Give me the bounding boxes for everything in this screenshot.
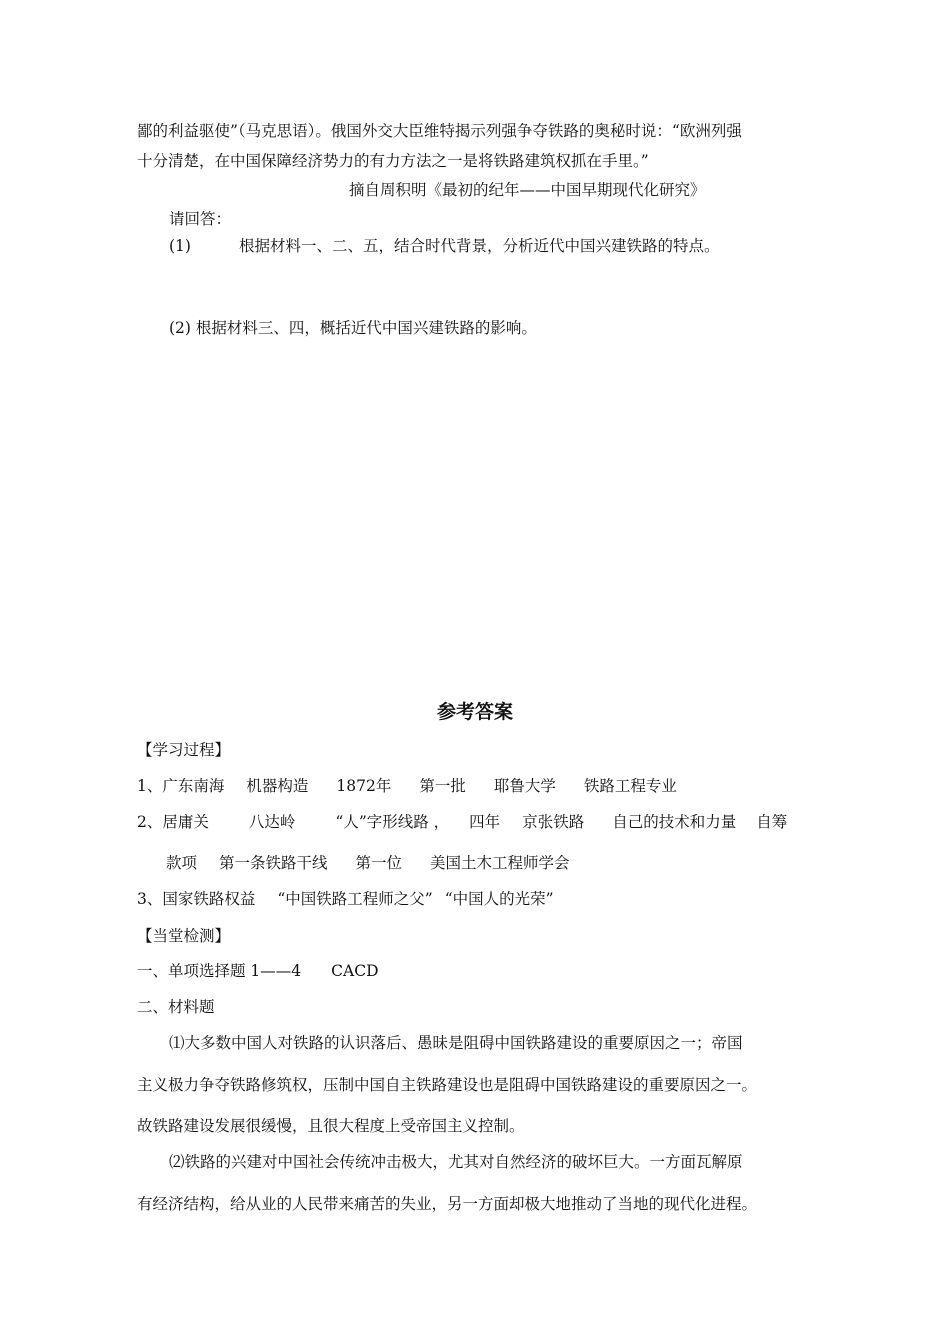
answer-key-title: 参考答案 [436, 701, 513, 723]
answer-row-1 [137, 776, 677, 796]
answer-item: 2、居庸关 [137, 813, 209, 831]
answer-item: 耶鲁大学 [493, 777, 556, 795]
answer-item: 款项 [166, 854, 198, 872]
question-1 [169, 236, 719, 256]
material-question-label: 二、材料题 [137, 998, 215, 1016]
question-1-number: (1) [169, 237, 191, 255]
answer-prompt: 请回答： [169, 210, 232, 228]
answer-item: 铁路工程专业 [583, 777, 677, 795]
answer-row-2 [137, 812, 787, 832]
answer-item: 3、国家铁路权益 [137, 890, 256, 908]
answer-item: “中国铁路工程师之父” [277, 890, 433, 908]
mc-label: 一、单项选择题 1——4 [137, 962, 302, 980]
question-1-text: 根据材料一、二、五，结合时代背景，分析近代中国兴建铁路的特点。 [238, 237, 720, 255]
answer-item: 第一位 [355, 854, 403, 872]
answer-item: 机器构造 [246, 777, 309, 795]
answer-paragraph-1-line-1: ⑴大多数中国人对铁路的认识落后、愚昧是阻碍中国铁路建设的重要原因之一；帝国 [169, 1034, 743, 1052]
material-line-1: 鄙的利益驱使”（马克思语）。俄国外交大臣维特揭示列强争夺铁路的奥秘时说：“欧洲列强 [137, 122, 742, 140]
answer-item: 四年 [469, 813, 501, 831]
answer-item: 八达岭 [248, 813, 296, 831]
answer-item: 第一批 [419, 777, 466, 795]
answer-item: 京张铁路 [522, 813, 585, 831]
answer-item: 第一条铁路干线 [219, 854, 328, 872]
answer-paragraph-1-line-3: 故铁路建设发展很缓慢，且很大程度上受帝国主义控制。 [137, 1117, 525, 1135]
answer-item: 自己的技术和力量 [612, 813, 737, 831]
material-source: 摘自周积明《最初的纪年——中国早期现代化研究》 [349, 181, 706, 199]
answer-item: 美国土木工程师学会 [430, 854, 570, 872]
answer-paragraph-2-line-2: 有经济结构，给从业的人民带来痛苦的失业，另一方面却极大地推动了当地的现代化进程。 [137, 1195, 758, 1213]
answer-item: “中国人的光荣” [444, 890, 554, 908]
question-2: (2) 根据材料三、四，概括近代中国兴建铁路的影响。 [169, 319, 537, 337]
mc-answer: CACD [331, 962, 379, 980]
answer-item: 自筹 [756, 813, 788, 831]
section-class-test: 【当堂检测】 [137, 927, 231, 945]
answer-paragraph-2-line-1: ⑵铁路的兴建对中国社会传统冲击极大，尤其对自然经济的破坏巨大。一方面瓦解原 [169, 1153, 743, 1171]
answer-item: “人”字形线路 ， [335, 813, 450, 831]
section-learning-process: 【学习过程】 [137, 741, 231, 759]
answer-item: 1872年 [336, 777, 392, 795]
answer-paragraph-1-line-2: 主义极力争夺铁路修筑权，压制中国自主铁路建设也是阻碍中国铁路建设的重要原因之一。 [137, 1076, 758, 1094]
material-line-2: 十分清楚，在中国保障经济势力的有力方法之一是将铁路建筑权抓在手里。” [137, 152, 649, 170]
answer-row-2-continued [166, 853, 570, 873]
answer-item: 1、广东南海 [137, 777, 225, 795]
multiple-choice-answer [137, 961, 379, 981]
answer-row-3 [137, 889, 554, 909]
